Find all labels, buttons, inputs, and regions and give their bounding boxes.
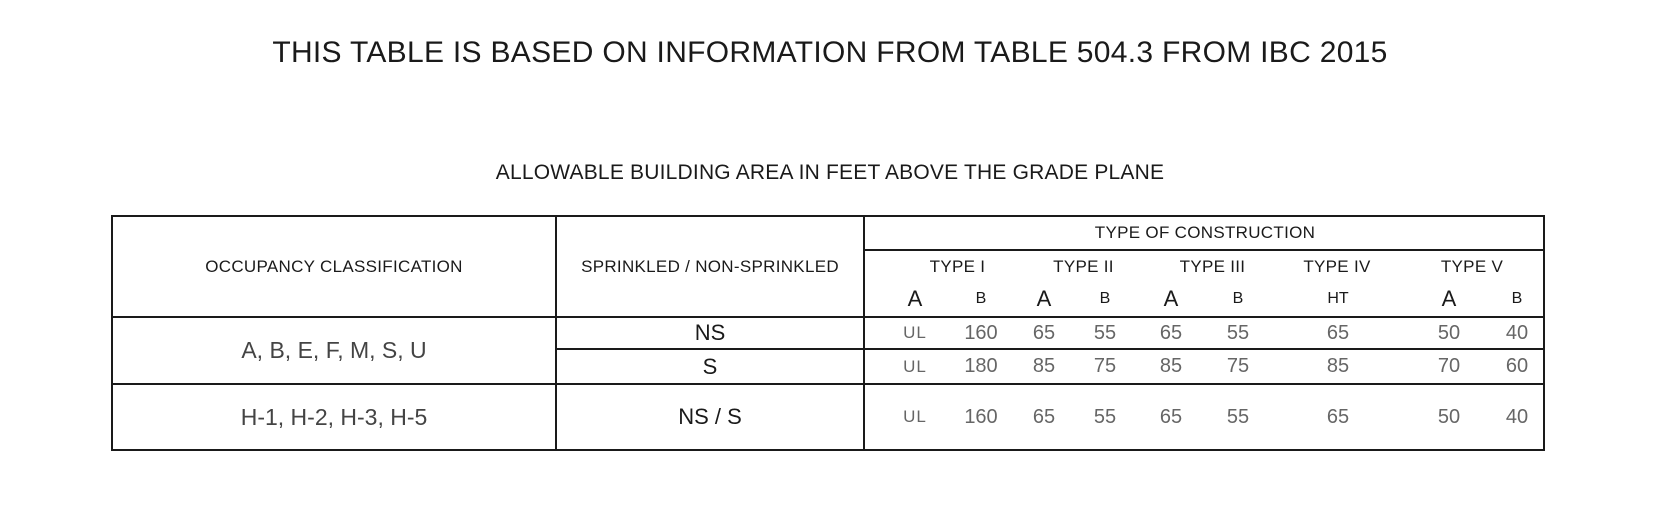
table-cell: 65: [1159, 405, 1183, 428]
table-cell: 160: [964, 321, 998, 344]
table-cell: 65: [1326, 321, 1350, 344]
table-cell: UL: [903, 323, 927, 342]
table-cell: 75: [1226, 355, 1250, 377]
table-cell: 180: [964, 355, 998, 377]
table-cell: 85: [1032, 355, 1056, 377]
table-cell: 75: [1093, 355, 1117, 377]
table-cell: 55: [1093, 321, 1117, 344]
table-cell: 65: [1032, 405, 1056, 428]
header-type-ii: TYPE II: [1053, 256, 1114, 276]
sprinkler-status: S: [702, 353, 718, 379]
occupancy-group-label: H-1, H-2, H-3, H-5: [240, 403, 428, 430]
subtype-header: HT: [1327, 290, 1349, 307]
table-cell: 65: [1159, 321, 1183, 344]
subtype-header: B: [1511, 290, 1523, 307]
table-cell: 50: [1437, 321, 1461, 344]
column-divider: [863, 217, 865, 449]
subtype-header: B: [1232, 290, 1244, 307]
header-type-v: TYPE V: [1440, 256, 1504, 276]
table-cell: 50: [1437, 405, 1461, 428]
header-occupancy: OCCUPANCY CLASSIFICATION: [205, 256, 463, 276]
subtype-header: B: [975, 290, 987, 307]
subtype-header: B: [1099, 290, 1111, 307]
table-cell: 55: [1093, 405, 1117, 428]
sprinkler-status: NS: [694, 320, 726, 345]
subtype-header: A: [1036, 286, 1052, 311]
table-cell: 40: [1505, 405, 1529, 428]
subtype-header: A: [1163, 286, 1179, 311]
header-sprinkled: SPRINKLED / NON-SPRINKLED: [581, 256, 839, 276]
table-cell: 40: [1505, 321, 1529, 344]
subtype-header: A: [907, 286, 923, 311]
header-type-i: TYPE I: [929, 256, 986, 276]
table-cell: 160: [964, 405, 998, 428]
header-type-iv: TYPE IV: [1303, 256, 1371, 276]
table-cell: 85: [1159, 355, 1183, 377]
occupancy-group-label: A, B, E, F, M, S, U: [241, 337, 427, 363]
table-cell: 55: [1226, 321, 1250, 344]
table-cell: 65: [1032, 321, 1056, 344]
subtype-header: A: [1441, 286, 1457, 311]
table-cell: 85: [1326, 355, 1350, 377]
allowable-area-table: [111, 215, 1545, 451]
document-title: THIS TABLE IS BASED ON INFORMATION FROM TABLE 504.3 FROM IBC 2015: [272, 36, 1388, 69]
table-cell: 55: [1226, 405, 1250, 428]
header-type-iii: TYPE III: [1179, 256, 1246, 276]
table-cell: 70: [1437, 355, 1461, 377]
table-cell: 60: [1505, 355, 1529, 377]
table-cell: 65: [1326, 405, 1350, 428]
table-cell: UL: [903, 356, 927, 376]
table-caption: ALLOWABLE BUILDING AREA IN FEET ABOVE THE GRADE PLANE: [495, 161, 1165, 184]
header-construction: TYPE OF CONSTRUCTION: [1094, 223, 1316, 242]
sprinkler-status: NS / S: [678, 404, 742, 429]
table-cell: UL: [903, 407, 927, 426]
